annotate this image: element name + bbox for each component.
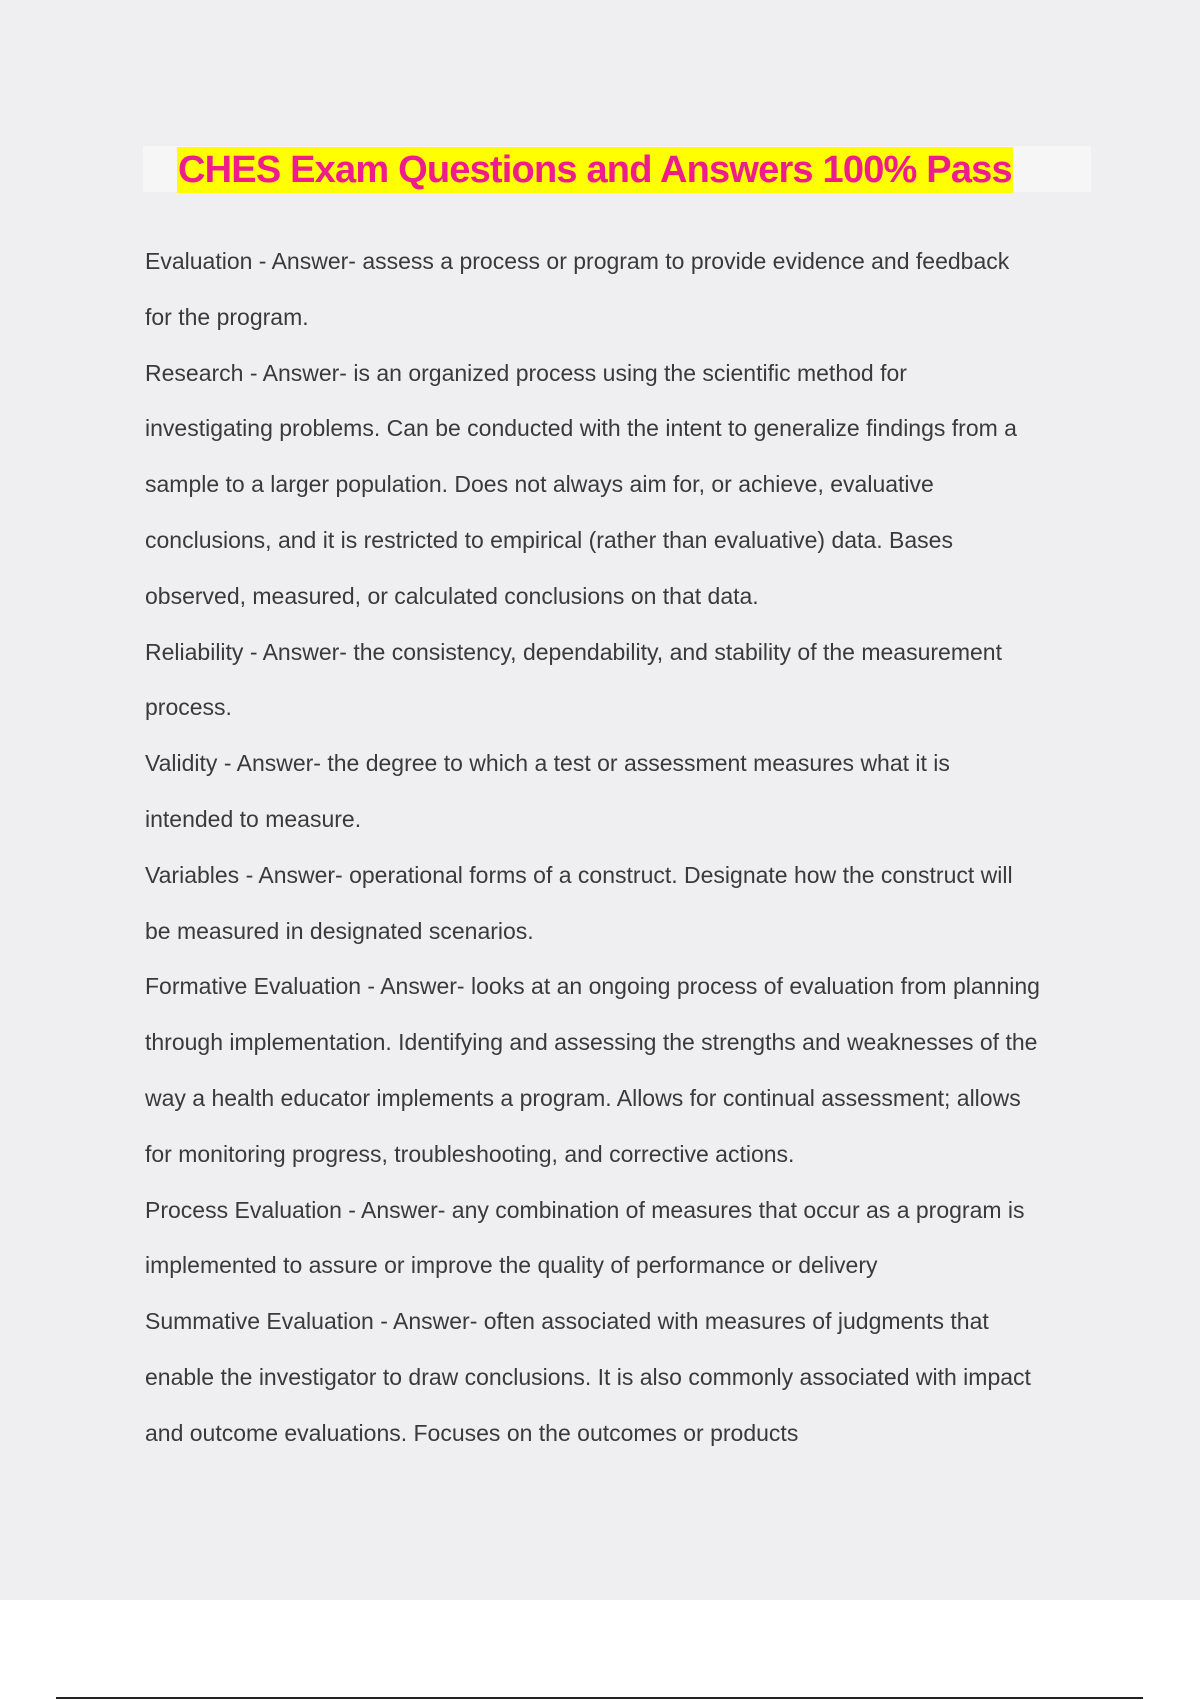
text-line: Process Evaluation - Answer- any combination of measures that occur as a program is xyxy=(145,1196,1025,1223)
text-line: Validity - Answer- the degree to which a test or assessment measures what it is xyxy=(145,750,950,777)
text-line: for monitoring progress, troubleshooting, and corrective actions. xyxy=(145,1140,795,1167)
text-line: enable the investigator to draw conclusions. It is also commonly associated with impact xyxy=(145,1363,1031,1390)
text-line: sample to a larger population. Does not always aim for, or achieve, evaluative xyxy=(145,471,934,498)
text-line: process. xyxy=(145,694,232,721)
document-body xyxy=(145,240,1105,1468)
text-line: observed, measured, or calculated conclusions on that data. xyxy=(145,582,759,609)
text-line: conclusions, and it is restricted to empirical (rather than evaluative) data. Bases xyxy=(145,526,953,553)
text-line: intended to measure. xyxy=(145,805,362,832)
footer-divider xyxy=(56,1697,1143,1699)
text-line: be measured in designated scenarios. xyxy=(145,917,534,944)
text-line: Evaluation - Answer- assess a process or program to provide evidence and feedback xyxy=(145,248,1010,274)
text-line: Variables - Answer- operational forms of a construct. Designate how the construct will xyxy=(145,861,1013,888)
text-line: through implementation. Identifying and assessing the strengths and weaknesses of the xyxy=(145,1029,1038,1056)
text-line: way a health educator implements a program. Allows for continual assessment; allows xyxy=(145,1084,1021,1111)
text-line: Formative Evaluation - Answer- looks at an ongoing process of evaluation from planning xyxy=(145,973,1040,1000)
text-line: Reliability - Answer- the consistency, dependability, and stability of the measurement xyxy=(145,638,1002,665)
text-line: implemented to assure or improve the quality of performance or delivery xyxy=(145,1252,878,1279)
text-line: for the program. xyxy=(145,303,309,330)
text-line: investigating problems. Can be conducted with the intent to generalize findings from a xyxy=(145,415,1017,442)
document-title: CHES Exam Questions and Answers 100% Pass xyxy=(178,149,1012,191)
text-line: Summative Evaluation - Answer- often associated with measures of judgments that xyxy=(145,1308,989,1335)
text-line: Research - Answer- is an organized process using the scientific method for xyxy=(145,359,907,386)
text-line: and outcome evaluations. Focuses on the outcomes or products xyxy=(145,1419,799,1446)
